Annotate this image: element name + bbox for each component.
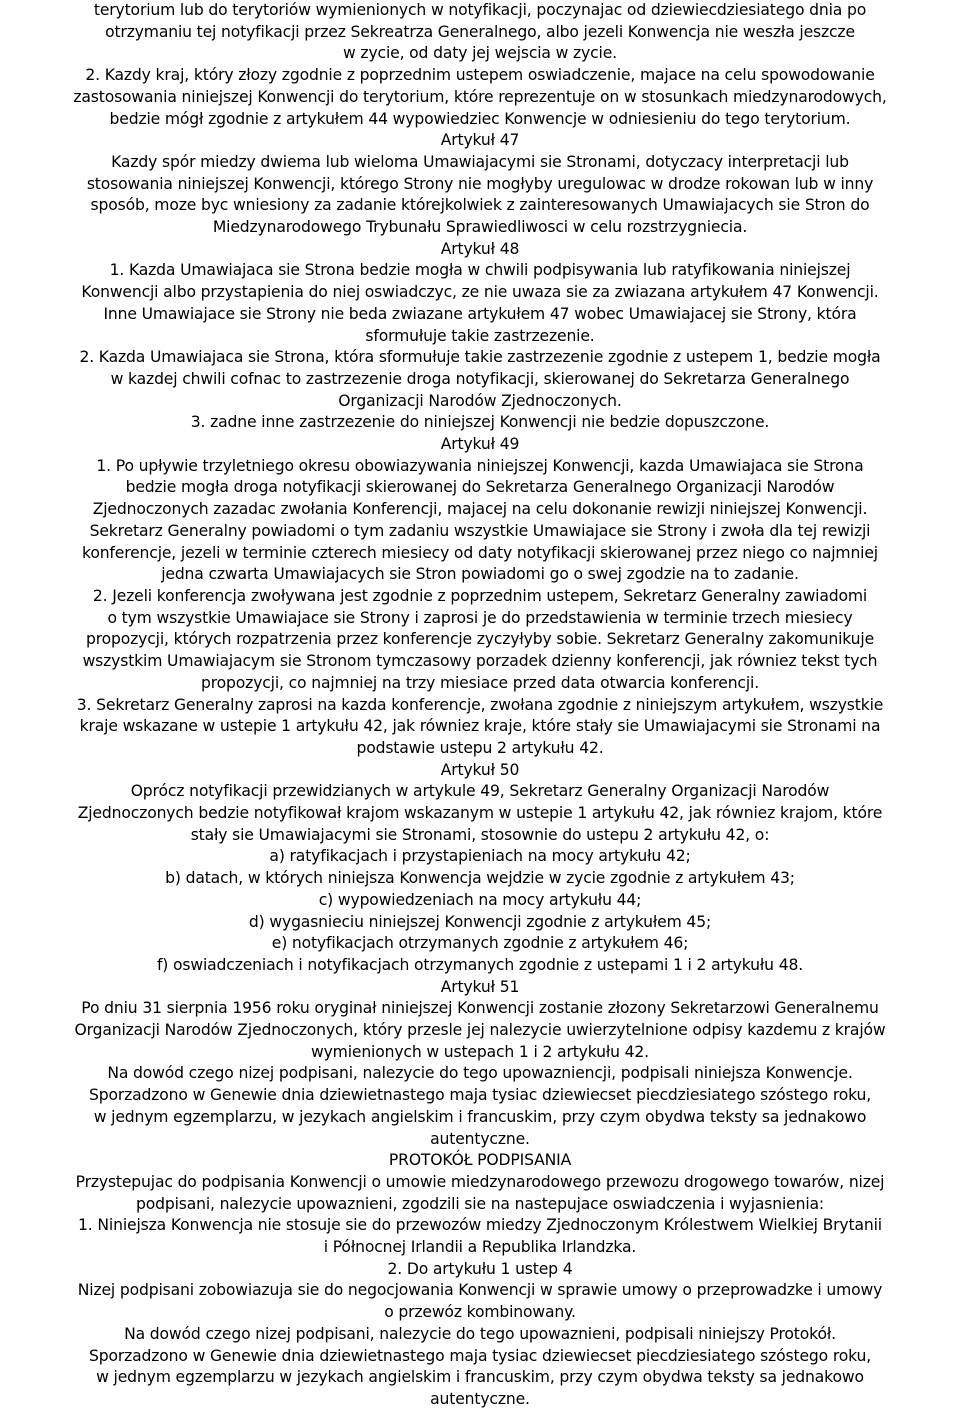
text-line: w zycie, od daty jej wejscia w zycie. [343,44,617,63]
text-line: wszystkim Umawiajacym sie Stronom tymczasowy porzadek dzienny konferencji, jak równiez tekst tych [82,652,878,671]
text-line: Artykuł 50 [440,760,520,779]
text-line: o przewóz kombinowany. [384,1303,576,1322]
text-line: bedzie mógł zgodnie z artykułem 44 wypowiedziec Konwencje w odniesieniu do tego terytorium. [109,109,851,128]
text-line: autentyczne. [430,1129,530,1148]
text-line: Kazdy spór miedzy dwiema lub wieloma Umawiajacymi sie Stronami, dotyczacy interpretacji lub [111,152,849,171]
text-line: b) datach, w których niniejsza Konwencja wejdzie w zycie zgodnie z artykułem 43; [165,869,795,888]
text-line: Sekretarz Generalny powiadomi o tym zadaniu wszystkie Umawiajace sie Strony i zwoła dla tej rewizji [89,521,871,540]
text-line: otrzymaniu tej notyfikacji przez Sekreatrza Generalnego, albo jezeli Konwencja nie weszła jeszcze [105,22,855,41]
text-line: terytorium lub do terytoriów wymienionych w notyfikacji, poczynajac od dziewiecdziesiatego dnia po [93,1,867,19]
text-line: Przystepujac do podpisania Konwencji o umowie miedzynarodowego przewozu drogowego towarów, nizej [75,1172,885,1191]
text-line: stosowania niniejszej Konwencji, którego Strony nie mogłyby uregulowac w drodze rokowan lub w inny [86,174,874,193]
text-line: Artykuł 48 [440,239,520,258]
text-line: jedna czwarta Umawiajacych sie Stron powiadomi go o swej zgodzie na to zadanie. [161,565,799,584]
text-line: wymienionych w ustepach 1 i 2 artykułu 42. [311,1042,649,1061]
text-line: Organizacji Narodów Zjednoczonych, który przesle jej nalezycie uwierzytelnione odpisy kazdemu z krajów [74,1021,886,1040]
text-line: Artykuł 49 [440,435,520,454]
text-line: 2. Kazdy kraj, który złozy zgodnie z poprzednim ustepem oswiadczenie, majace na celu spowodowanie [85,66,875,85]
text-line: propozycji, co najmniej na trzy miesiace przed data otwarcia konferencji. [201,673,759,692]
text-line: Inne Umawiajace sie Strony nie beda zwiazane artykułem 47 wobec Umawiajacej sie Strony, która [103,304,857,323]
text-line: Artykuł 47 [440,131,520,150]
text-line: Sporzadzono w Genewie dnia dziewietnastego maja tysiac dziewiecset piecdziesiatego szóstego roku, [88,1346,872,1365]
text-line: Artykuł 51 [440,977,520,996]
text-line: o tym wszystkie Umawiajace sie Strony i zaprosi je do przedstawienia w terminie trzech miesiecy [107,608,853,627]
text-line: i Północnej Irlandii a Republika Irlandzka. [323,1238,637,1257]
text-line: autentyczne. [430,1390,530,1408]
text-line: w jednym egzemplarzu, w jezykach angielskim i francuskim, przy czym obydwa teksty sa jednakowo [93,1107,867,1126]
text-line: 2. Jezeli konferencja zwoływana jest zgodnie z poprzednim ustepem, Sekretarz Generalny zawiadomi [92,586,868,605]
text-line: Po dniu 31 sierpnia 1956 roku oryginał niniejszej Konwencji zostanie złozony Sekretarzowi Generalnemu [81,999,879,1018]
text-line: 3. zadne inne zastrzezenie do niniejszej Konwencji nie bedzie dopuszczone. [190,413,770,432]
text-line: w jednym egzemplarzu w jezykach angielskim i francuskim, przy czym obydwa teksty sa jednakowo [96,1368,864,1387]
text-line: Nizej podpisani zobowiazuja sie do negocjowania Konwencji w sprawie umowy o przeprowadzke i umowy [77,1281,883,1300]
text-line: Zjednoczonych zazadac zwołania Konferencji, majacej na celu dokonanie rewizji niniejszej Konwencji. [92,500,868,519]
text-line: podpisani, nalezycie upowaznieni, zgodzili sie na nastepujace oswiadczenia i wyjasnienia: [135,1194,825,1213]
text-line: Konwencji albo przystapienia do niej oswiadczyc, ze nie uwaza sie za zwiazana artykułem 47 Konwencji. [81,283,879,302]
text-line: konferencje, jezeli w terminie czterech miesiecy od daty notyfikacji skierowanej przez niego co najmniej [82,543,878,562]
text-line: Na dowód czego nizej podpisani, nalezycie do tego upowaznieni, podpisali niniejszy Protokół. [124,1324,836,1343]
text-line: 2. Kazda Umawiajaca sie Strona, która sformułuje takie zastrzezenie zgodnie z ustepem 1, bedzie mogła [79,348,881,367]
text-line: w kazdej chwili cofnac to zastrzezenie droga notyfikacji, skierowanej do Sekretarza Generalnego [110,369,850,388]
text-line: Zjednoczonych bedzie notyfikował krajom wskazanym w ustepie 1 artykułu 42, jak równiez krajom, które [77,804,883,823]
text-line: stały sie Umawiajacymi sie Stronami, stosownie do ustepu 2 artykułu 42, o: [190,825,770,844]
text-line: Oprócz notyfikacji przewidzianych w artykule 49, Sekretarz Generalny Organizacji Narodów [130,782,830,801]
text-line: Na dowód czego nizej podpisani, nalezycie do tego upowazniencji, podpisali niniejsza Konwencje. [107,1064,853,1083]
text-line: 3. Sekretarz Generalny zaprosi na kazda konferencje, zwołana zgodnie z niniejszym artykułem, wszystkie [76,695,884,714]
text-line: kraje wskazane w ustepie 1 artykułu 42, jak równiez kraje, które stały sie Umawiajacymi sie Stronami na [79,717,881,736]
text-line: Organizacji Narodów Zjednoczonych. [338,391,622,410]
text-line: podstawie ustepu 2 artykułu 42. [356,738,604,757]
text-line: propozycji, których rozpatrzenia przez konferencje zyczyłyby sobie. Sekretarz Generalny zakomunikuje [85,630,875,649]
text-line: c) wypowiedzeniach na mocy artykułu 44; [318,890,642,909]
text-line: 2. Do artykułu 1 ustep 4 [387,1259,573,1278]
text-line: zastosowania niniejszej Konwencji do terytorium, które reprezentuje on w stosunkach miedzynarodowych, [73,87,887,106]
text-line: d) wygasnieciu niniejszej Konwencji zgodnie z artykułem 45; [248,912,712,931]
text-line: a) ratyfikacjach i przystapieniach na mocy artykułu 42; [269,847,691,866]
text-line: e) notyfikacjach otrzymanych zgodnie z artykułem 46; [271,934,689,953]
text-line: 1. Kazda Umawiajaca sie Strona bedzie mogła w chwili podpisywania lub ratyfikowania niniejszej [109,261,851,280]
text-line: sposób, moze byc wniesiony za zadanie którejkolwiek z zainteresowanych Umawiajacych sie Stron do [90,196,870,215]
text-line: sformułuje takie zastrzezenie. [365,326,595,345]
text-line: Miedzynarodowego Trybunału Sprawiedliwosci w celu rozstrzygniecia. [212,218,748,237]
text-line: 1. Po upływie trzyletniego okresu obowiazywania niniejszej Konwencji, kazda Umawiajaca sie Strona [96,456,864,475]
text-line: PROTOKÓŁ PODPISANIA [388,1151,572,1170]
text-line: Sporzadzono w Genewie dnia dziewietnastego maja tysiac dziewiecset piecdziesiatego szóstego roku, [88,1086,872,1105]
text-line: 1. Niniejsza Konwencja nie stosuje sie do przewozów miedzy Zjednoczonym Królestwem Wielkiej Brytanii [78,1216,882,1235]
text-line: bedzie mogła droga notyfikacji skierowanej do Sekretarza Generalnego Organizacji Narodów [125,478,835,497]
text-line: f) oswiadczeniach i notyfikacjach otrzymanych zgodnie z ustepami 1 i 2 artykułu 48. [156,955,804,974]
